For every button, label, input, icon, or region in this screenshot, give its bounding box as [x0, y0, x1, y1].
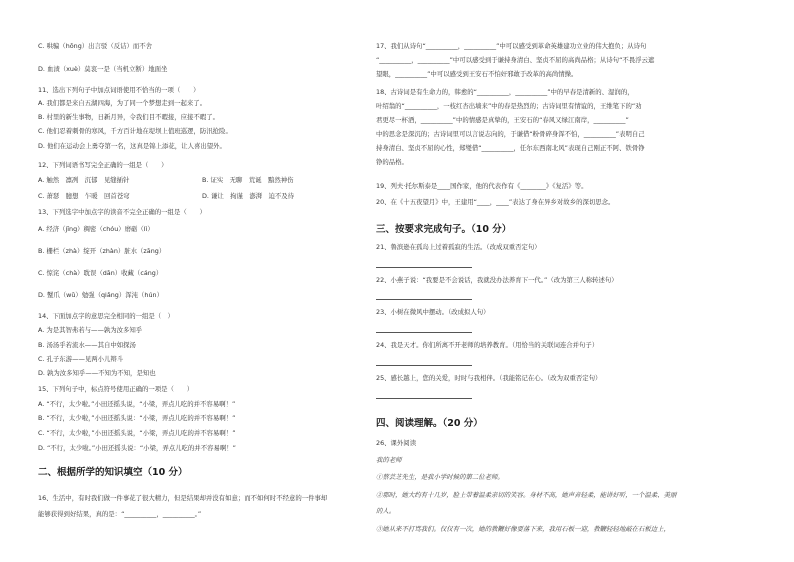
section-4-title: 四、阅读理解。（20 分）	[376, 418, 483, 429]
option-line: D. 谦让 拘谨 澎湃 迫不及待	[202, 192, 295, 200]
option-line: A. 我们都是来自五湖四海，为了同一个梦想走到一起来了。	[38, 99, 207, 107]
question-18-cont: 铮的品格。	[376, 158, 408, 166]
question-23: 23、小树在微风中摆动。（改成拟人句）	[376, 308, 490, 316]
section-3-title: 三、按要求完成句子。（10 分）	[376, 224, 512, 235]
question-26: 26、课外阅读	[376, 439, 417, 447]
option-line: A. 为是其智弗若与——孰为汝多知乎	[38, 326, 143, 334]
option-line: D. 他们在运动会上勇夺第一名，这真是锦上添花，让人喜出望外。	[38, 142, 226, 150]
question-17-cont: “__________，__________”中可以感受到于谦持身清白、坚贞不屈的高尚品格；从诗句“不畏浮云遮	[376, 56, 655, 64]
answer-line[interactable]	[376, 299, 472, 300]
question-19: 19、列夫·托尔斯泰是____国作家，他的代表作有《________》《复活》等。	[376, 182, 588, 190]
passage-paragraph: ①蔡芸芝先生，是我小学时候的第二位老师。	[376, 473, 504, 481]
question-11: 11、选出下列句子中加点词语使用不恰当的一项（ ）	[38, 86, 200, 94]
option-line: D. 孰为汝多知乎——不知为不知，是知也	[38, 369, 156, 377]
question-24: 24、我是天才。你们所离不开老师的培养教育。（用恰当的关联词连合并句子）	[376, 341, 599, 349]
question-12: 12、下列词语书写完全正确的一组是（ ）	[38, 161, 168, 169]
question-21: 21、鲁滨逊在孤岛上过着孤寂的生活。（改成双重否定句）	[376, 243, 541, 251]
option-line: C. “不行，太少啦，”小田还摇头说，“小梁，弄点儿吃的并不容易啊！”	[38, 429, 236, 437]
option-line: D. “不行，太少啦。”小田还摇头说：“小梁，弄点儿吃的并不容易啊！”	[38, 444, 236, 452]
option-line: C. 萧瑟 臆想 乍暖 回首苍穹	[38, 192, 130, 200]
passage-paragraph: ②那时，她大约有十几岁，脸上带着温柔亲切的笑容。身材不高，她声音轻柔，能讲好听，一个温柔、美丽	[376, 491, 677, 499]
passage-paragraph: 的人。	[376, 507, 396, 515]
option-line: C. 惊诧（chà）耽误（dān）收藏（cáng）	[38, 269, 163, 277]
option-line: B. “不行，太少啦，”小田还摇头说：“小梁，弄点儿吃的并不容易啊！”	[38, 414, 236, 422]
question-22: 22、小燕子说：“我要是不会说话，我就没办法养育下一代。”（改为第三人称转述句）	[376, 276, 618, 284]
option-line: B. 栅栏（zhà）绽开（zhàn）脏水（zāng）	[38, 247, 166, 255]
option-line: B. 证实 无聊 荒诞 黯然神伤	[202, 176, 294, 184]
question-13: 13、下列选字中加点字的读音不完全正确的一组是（ ）	[38, 208, 206, 216]
option-line: A. “不行，太少啦。”小田还摇头说，“小梁，弄点儿吃的并不容易啊！”	[38, 400, 236, 408]
answer-line[interactable]	[376, 398, 472, 399]
option-line: A. 经济（jīng）稠密（chóu）磨砺（lì）	[38, 225, 154, 233]
question-17-cont: 望眼，__________”中可以感受到王安石不怕奸邪敢于改革的高尚情操。	[376, 70, 578, 78]
question-18-cont: 持身清白、坚贞不屈的心性，郑燮借“__________，任尔东西南北风”表现自己刚正不阿、铁骨铮	[376, 144, 645, 152]
answer-line[interactable]	[376, 267, 472, 268]
question-18-cont: 君更尽一杯酒，__________”中的情感是真挚的，王安石的“春风又绿江南岸，__________”	[376, 116, 629, 124]
question-18-cont: 中的思念是深沉的；古诗词里可以言说志向的，于谦借“粉骨碎身浑不怕，__________”表明自己	[376, 130, 645, 138]
section-2-title: 二、根据所学的知识填空（10 分）	[38, 467, 188, 478]
question-20: 20、在《十五夜望月》中，王建用“____，____”表达了身在异乡对故乡的深切思念。	[376, 198, 615, 206]
option-line: A. 触然 凛冽 沉郁 见缝插针	[38, 176, 130, 184]
option-line: C. 哄骗（hōng）出言驳（反诘）而不舍	[38, 42, 153, 50]
question-18-cont: 叶绍翁的“__________，一枝红杏出墙来”中的春是热烈的；古诗词里有情谊的，王维笔下的“劝	[376, 102, 642, 110]
option-line: C. 孔子东游——见两小儿辩斗	[38, 355, 124, 363]
question-16: 16、生活中，有时我们做一件事花了很大精力，但是结果却并没有如意；而不如何时不经意的一件事却	[38, 494, 328, 502]
answer-line[interactable]	[376, 365, 472, 366]
option-line: C. 他们忍着刺骨的寒风，千方百计地在堤坝上值班巡逻，防汛抢险。	[38, 127, 232, 135]
option-line: D. 血渍（xuè）莫衷一是（当机立断）地面坐	[38, 65, 168, 73]
question-14: 14、下面加点字的意思完全相同的一组是（ ）	[38, 312, 174, 320]
option-line: D. 蟹爪（wǔ）勉强（qiǎng）浑沌（hún）	[38, 291, 163, 299]
passage-paragraph: ③她从来不打骂我们。仅仅有一次，她的教鞭好像要落下来，我用石板一迎，教鞭轻轻地敲在石板边上，	[376, 525, 670, 533]
question-25: 25、感长越上，您的关爱，时时与我相伴。（我能铭记在心。（改为双重否定句）	[376, 374, 602, 382]
answer-line[interactable]	[376, 332, 472, 333]
question-18: 18、古诗词是有生命力的，韩愈的“__________，__________”中的早春是清新的、湿润的，	[376, 88, 634, 96]
option-line: B. 汤汤乎若流水——其自中如探汤	[38, 341, 136, 349]
option-line: B. 村里的新生事物，日新月异，令我们目不暇接，应接不暇了。	[38, 113, 219, 121]
passage-title: 我的老师	[376, 456, 402, 464]
question-17: 17、我们从诗句“__________，__________”中可以感受到革命英雄建功立业的伟大抱负；从诗句	[376, 42, 647, 50]
question-15: 15、下列句子中，标点符号使用正确的一项是（ ）	[38, 385, 194, 393]
question-16-blanks: 能够获得到好结果，真的是：“__________，__________。”	[38, 510, 202, 518]
